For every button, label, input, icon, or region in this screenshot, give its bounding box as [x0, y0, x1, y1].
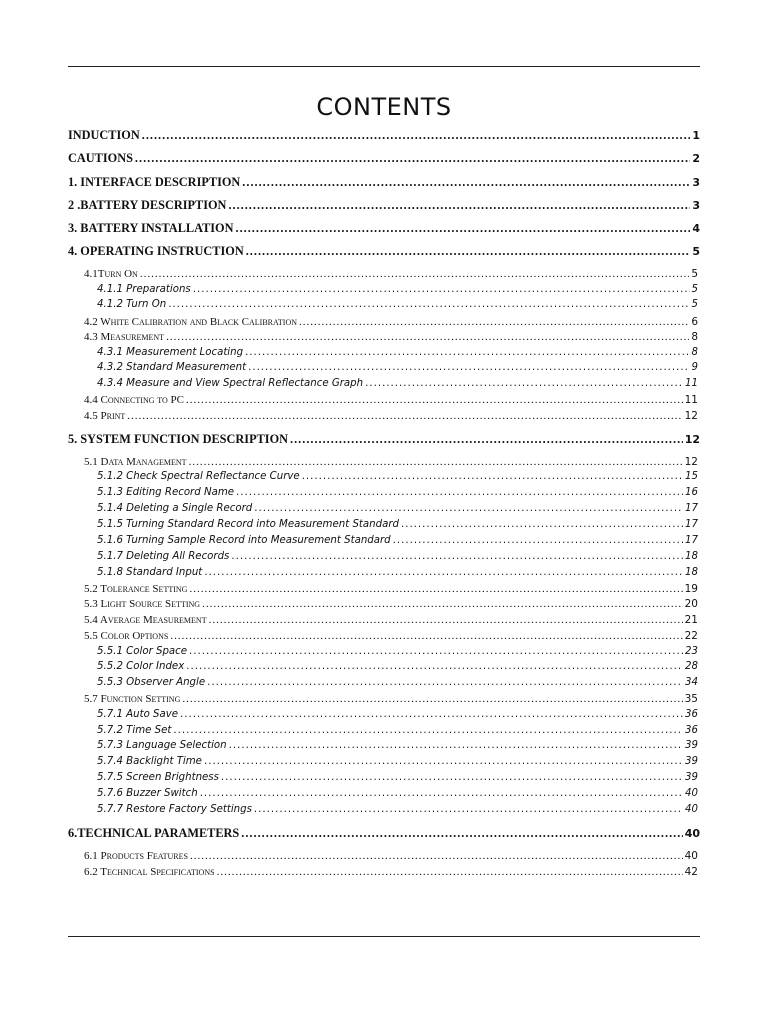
toc-entry-title: 6.TECHNICAL PARAMETERS	[68, 826, 240, 840]
dot-leader	[202, 598, 683, 610]
toc-entry[interactable]	[84, 394, 698, 406]
toc-entry[interactable]	[68, 244, 700, 259]
dot-leader	[186, 661, 683, 672]
toc-entry-page-number: 39	[685, 772, 698, 783]
dot-leader	[365, 378, 683, 389]
dot-leader	[302, 471, 683, 482]
toc-entry-title: 5.7.5 Screen Brightness	[97, 772, 219, 783]
toc-entry-title: 4.5 Print	[84, 410, 126, 422]
toc-entry-page-number: 8	[691, 347, 698, 358]
toc-entry[interactable]	[84, 614, 698, 626]
toc-entry-title: 5.5.2 Color Index	[97, 661, 185, 672]
toc-entry-title: 5.1.8 Standard Input	[97, 567, 203, 578]
dot-leader	[190, 850, 683, 862]
toc-entry-title: 5. SYSTEM FUNCTION DESCRIPTION	[68, 432, 289, 446]
dot-leader	[168, 299, 689, 310]
dot-leader	[189, 646, 683, 657]
toc-entry-page-number: 11	[685, 378, 698, 389]
toc-entry[interactable]	[97, 740, 698, 751]
toc-entry[interactable]	[68, 432, 700, 447]
toc-entry[interactable]	[84, 316, 698, 328]
toc-entry-title: 5.3 Light Source Setting	[84, 598, 201, 610]
toc-entry-page-number: 5	[691, 268, 698, 280]
toc-entry-page-number: 12	[684, 433, 700, 446]
dot-leader	[401, 519, 683, 530]
toc-entry-title: 6.1 Products Features	[84, 850, 188, 862]
toc-entry-page-number: 12	[684, 456, 698, 468]
toc-entry-title: 5.1.3 Editing Record Name	[97, 487, 235, 498]
toc-entry[interactable]	[68, 151, 700, 166]
toc-entry-page-number: 40	[685, 788, 698, 799]
toc-entry-page-number: 17	[685, 535, 698, 546]
dot-leader	[207, 677, 683, 688]
toc-entry-title: 4.2 White Calibration and Black Calibration	[84, 316, 298, 328]
dot-leader	[204, 756, 683, 767]
toc-entry[interactable]	[84, 410, 698, 422]
toc-entry-page-number: 5	[691, 284, 698, 295]
toc-entry[interactable]	[84, 268, 698, 280]
toc-entry[interactable]	[97, 756, 698, 767]
toc-entry-title: 4.3.2 Standard Measurement	[97, 362, 247, 373]
toc-entry-title: 3. BATTERY INSTALLATION	[68, 221, 234, 235]
toc-entry-page-number: 5	[691, 299, 698, 310]
dot-leader	[170, 630, 682, 642]
dot-leader	[127, 410, 682, 422]
toc-entry-title: 4.1.1 Preparations	[97, 284, 191, 295]
dot-leader	[140, 268, 689, 280]
dot-leader	[182, 693, 682, 705]
toc-entry[interactable]	[97, 519, 698, 530]
toc-entry-page-number: 40	[684, 827, 700, 840]
toc-entry[interactable]	[97, 788, 698, 799]
toc-entry-page-number: 1	[692, 129, 700, 142]
toc-entry[interactable]	[97, 567, 698, 578]
toc-entry-title: 2 .BATTERY DESCRIPTION	[68, 198, 227, 212]
toc-entry[interactable]	[97, 471, 698, 482]
toc-entry-page-number: 16	[685, 487, 698, 498]
toc-entry[interactable]	[84, 456, 698, 468]
dot-leader	[142, 128, 691, 143]
toc-entry-page-number: 8	[691, 331, 698, 343]
toc-entry[interactable]	[68, 128, 700, 143]
toc-entry[interactable]	[84, 850, 698, 862]
toc-entry-page-number: 6	[691, 316, 698, 328]
dot-leader	[221, 772, 683, 783]
dot-leader	[231, 551, 683, 562]
toc-entry-title: 5.1.2 Check Spectral Reflectance Curve	[97, 471, 300, 482]
toc-entry[interactable]	[84, 630, 698, 642]
toc-entry-page-number: 12	[684, 410, 698, 422]
dot-leader	[246, 244, 691, 259]
toc-entry[interactable]	[84, 583, 698, 595]
toc-entry-title: 6.2 Technical Specifications	[84, 866, 215, 878]
toc-entry-title: 4.3.4 Measure and View Spectral Reflectance Graph	[97, 378, 364, 389]
dot-leader	[166, 331, 689, 343]
dot-leader	[254, 804, 683, 815]
toc-entry-page-number: 28	[685, 661, 698, 672]
toc-entry[interactable]	[97, 535, 698, 546]
toc-entry-title: 5.2 Tolerance Setting	[84, 583, 188, 595]
toc-entry-title: 5.4 Average Measurement	[84, 614, 207, 626]
toc-entry-page-number: 40	[685, 804, 698, 815]
toc-entry-page-number: 35	[684, 693, 698, 705]
toc-entry-title: 5.5.1 Color Space	[97, 646, 188, 657]
toc-entry-title: 5.7.6 Buzzer Switch	[97, 788, 198, 799]
toc-entry[interactable]	[97, 772, 698, 783]
toc-entry-title: 4.3.1 Measurement Locating	[97, 347, 244, 358]
dot-leader	[245, 347, 689, 358]
toc-entry-page-number: 5	[692, 245, 700, 258]
toc-entry-page-number: 4	[692, 222, 700, 235]
dot-leader	[299, 316, 689, 328]
toc-entry-page-number: 17	[685, 519, 698, 530]
toc-entry[interactable]	[84, 331, 698, 343]
toc-entry-title: 5.1.5 Turning Standard Record into Measurement Standard	[97, 519, 399, 530]
toc-entry[interactable]	[97, 487, 698, 498]
toc-entry-title: 4. OPERATING INSTRUCTION	[68, 244, 244, 258]
toc-entry-title: 5.1.6 Turning Sample Record into Measurement Standard	[97, 535, 391, 546]
toc-entry[interactable]	[97, 551, 698, 562]
dot-leader	[209, 614, 683, 626]
toc-entry-page-number: 21	[684, 614, 698, 626]
toc-entry-page-number: 2	[692, 152, 700, 165]
toc-entry-page-number: 3	[692, 176, 700, 189]
toc-entry-title: 4.1.2 Turn On	[97, 299, 167, 310]
toc-entry-page-number: 34	[685, 677, 698, 688]
toc-entry-page-number: 36	[685, 725, 698, 736]
dot-leader	[228, 198, 690, 213]
toc-entry[interactable]	[97, 677, 698, 688]
toc-entry-title: 5.7.1 Auto Save	[97, 709, 179, 720]
toc-entry[interactable]	[97, 347, 698, 358]
dot-leader	[236, 487, 683, 498]
dot-leader	[193, 284, 690, 295]
toc-entry[interactable]	[97, 299, 698, 310]
toc-entry-page-number: 18	[685, 551, 698, 562]
toc-entry-title: 5.7.2 Time Set	[97, 725, 172, 736]
dot-leader	[242, 175, 690, 190]
toc-entry-title: 5.1.7 Deleting All Records	[97, 551, 230, 562]
dot-leader	[236, 221, 691, 236]
toc-entry-page-number: 17	[685, 503, 698, 514]
toc-entry[interactable]	[68, 198, 700, 213]
toc-entry[interactable]	[68, 221, 700, 236]
toc-entry-page-number: 42	[684, 866, 698, 878]
dot-leader	[186, 394, 683, 406]
dot-leader	[241, 826, 682, 841]
toc-entry-page-number: 11	[684, 394, 698, 406]
toc-entry[interactable]	[97, 661, 698, 672]
toc-entry-page-number: 39	[685, 756, 698, 767]
toc-entry-title: 5.7.4 Backlight Time	[97, 756, 202, 767]
toc-entry-title: 5.1.4 Deleting a Single Record	[97, 503, 253, 514]
toc-entry[interactable]	[97, 646, 698, 657]
toc-entry-page-number: 3	[692, 199, 700, 212]
toc-entry-page-number: 15	[685, 471, 698, 482]
toc-entry[interactable]	[68, 175, 700, 190]
toc-entry[interactable]	[97, 284, 698, 295]
toc-entry[interactable]	[84, 866, 698, 878]
toc-entry-page-number: 18	[685, 567, 698, 578]
toc-entry-page-number: 23	[685, 646, 698, 657]
footer-rule	[68, 936, 700, 937]
toc-entry-title: INDUCTION	[68, 128, 140, 142]
toc-entry[interactable]	[97, 362, 698, 373]
toc-entry-title: 5.7.3 Language Selection	[97, 740, 227, 751]
dot-leader	[254, 503, 683, 514]
dot-leader	[135, 151, 690, 166]
dot-leader	[204, 567, 683, 578]
dot-leader	[229, 740, 683, 751]
dot-leader	[180, 709, 683, 720]
toc-entry-page-number: 9	[691, 362, 698, 373]
toc-entry[interactable]	[97, 503, 698, 514]
toc-entry-title: 4.4 Connecting to PC	[84, 394, 184, 406]
toc-entry-title: 5.5.3 Observer Angle	[97, 677, 206, 688]
toc-entry-page-number: 22	[684, 630, 698, 642]
toc-entry-page-number: 20	[684, 598, 698, 610]
toc-entry-title: 4.3 Measurement	[84, 331, 165, 343]
dot-leader	[189, 583, 682, 595]
toc-entry-title: 5.5 Color Options	[84, 630, 169, 642]
toc-entry-page-number: 19	[684, 583, 698, 595]
toc-entry[interactable]	[84, 693, 698, 705]
toc-entry-title: 4.1Turn On	[84, 268, 138, 280]
dot-leader	[290, 432, 683, 447]
toc-entry-title: 5.7.7 Restore Factory Settings	[97, 804, 252, 815]
toc-entry-page-number: 39	[685, 740, 698, 751]
dot-leader	[189, 456, 683, 468]
toc-entry[interactable]	[97, 725, 698, 736]
dot-leader	[217, 866, 683, 878]
page-title: CONTENTS	[316, 93, 452, 121]
dot-leader	[173, 725, 683, 736]
toc-entry[interactable]	[97, 378, 698, 389]
toc-entry[interactable]	[68, 826, 700, 841]
toc-entry-title: 1. INTERFACE DESCRIPTION	[68, 175, 241, 189]
header-rule	[68, 66, 700, 67]
toc-entry[interactable]	[97, 709, 698, 720]
toc-entry-page-number: 40	[684, 850, 698, 862]
toc-entry-title: CAUTIONS	[68, 151, 133, 165]
dot-leader	[200, 788, 683, 799]
toc-entry[interactable]	[97, 804, 698, 815]
toc-entry[interactable]	[84, 598, 698, 610]
toc-entry-title: 5.7 Function Setting	[84, 693, 181, 705]
toc-entry-title: 5.1 Data Management	[84, 456, 187, 468]
dot-leader	[248, 362, 689, 373]
toc-entry-page-number: 36	[685, 709, 698, 720]
dot-leader	[393, 535, 683, 546]
